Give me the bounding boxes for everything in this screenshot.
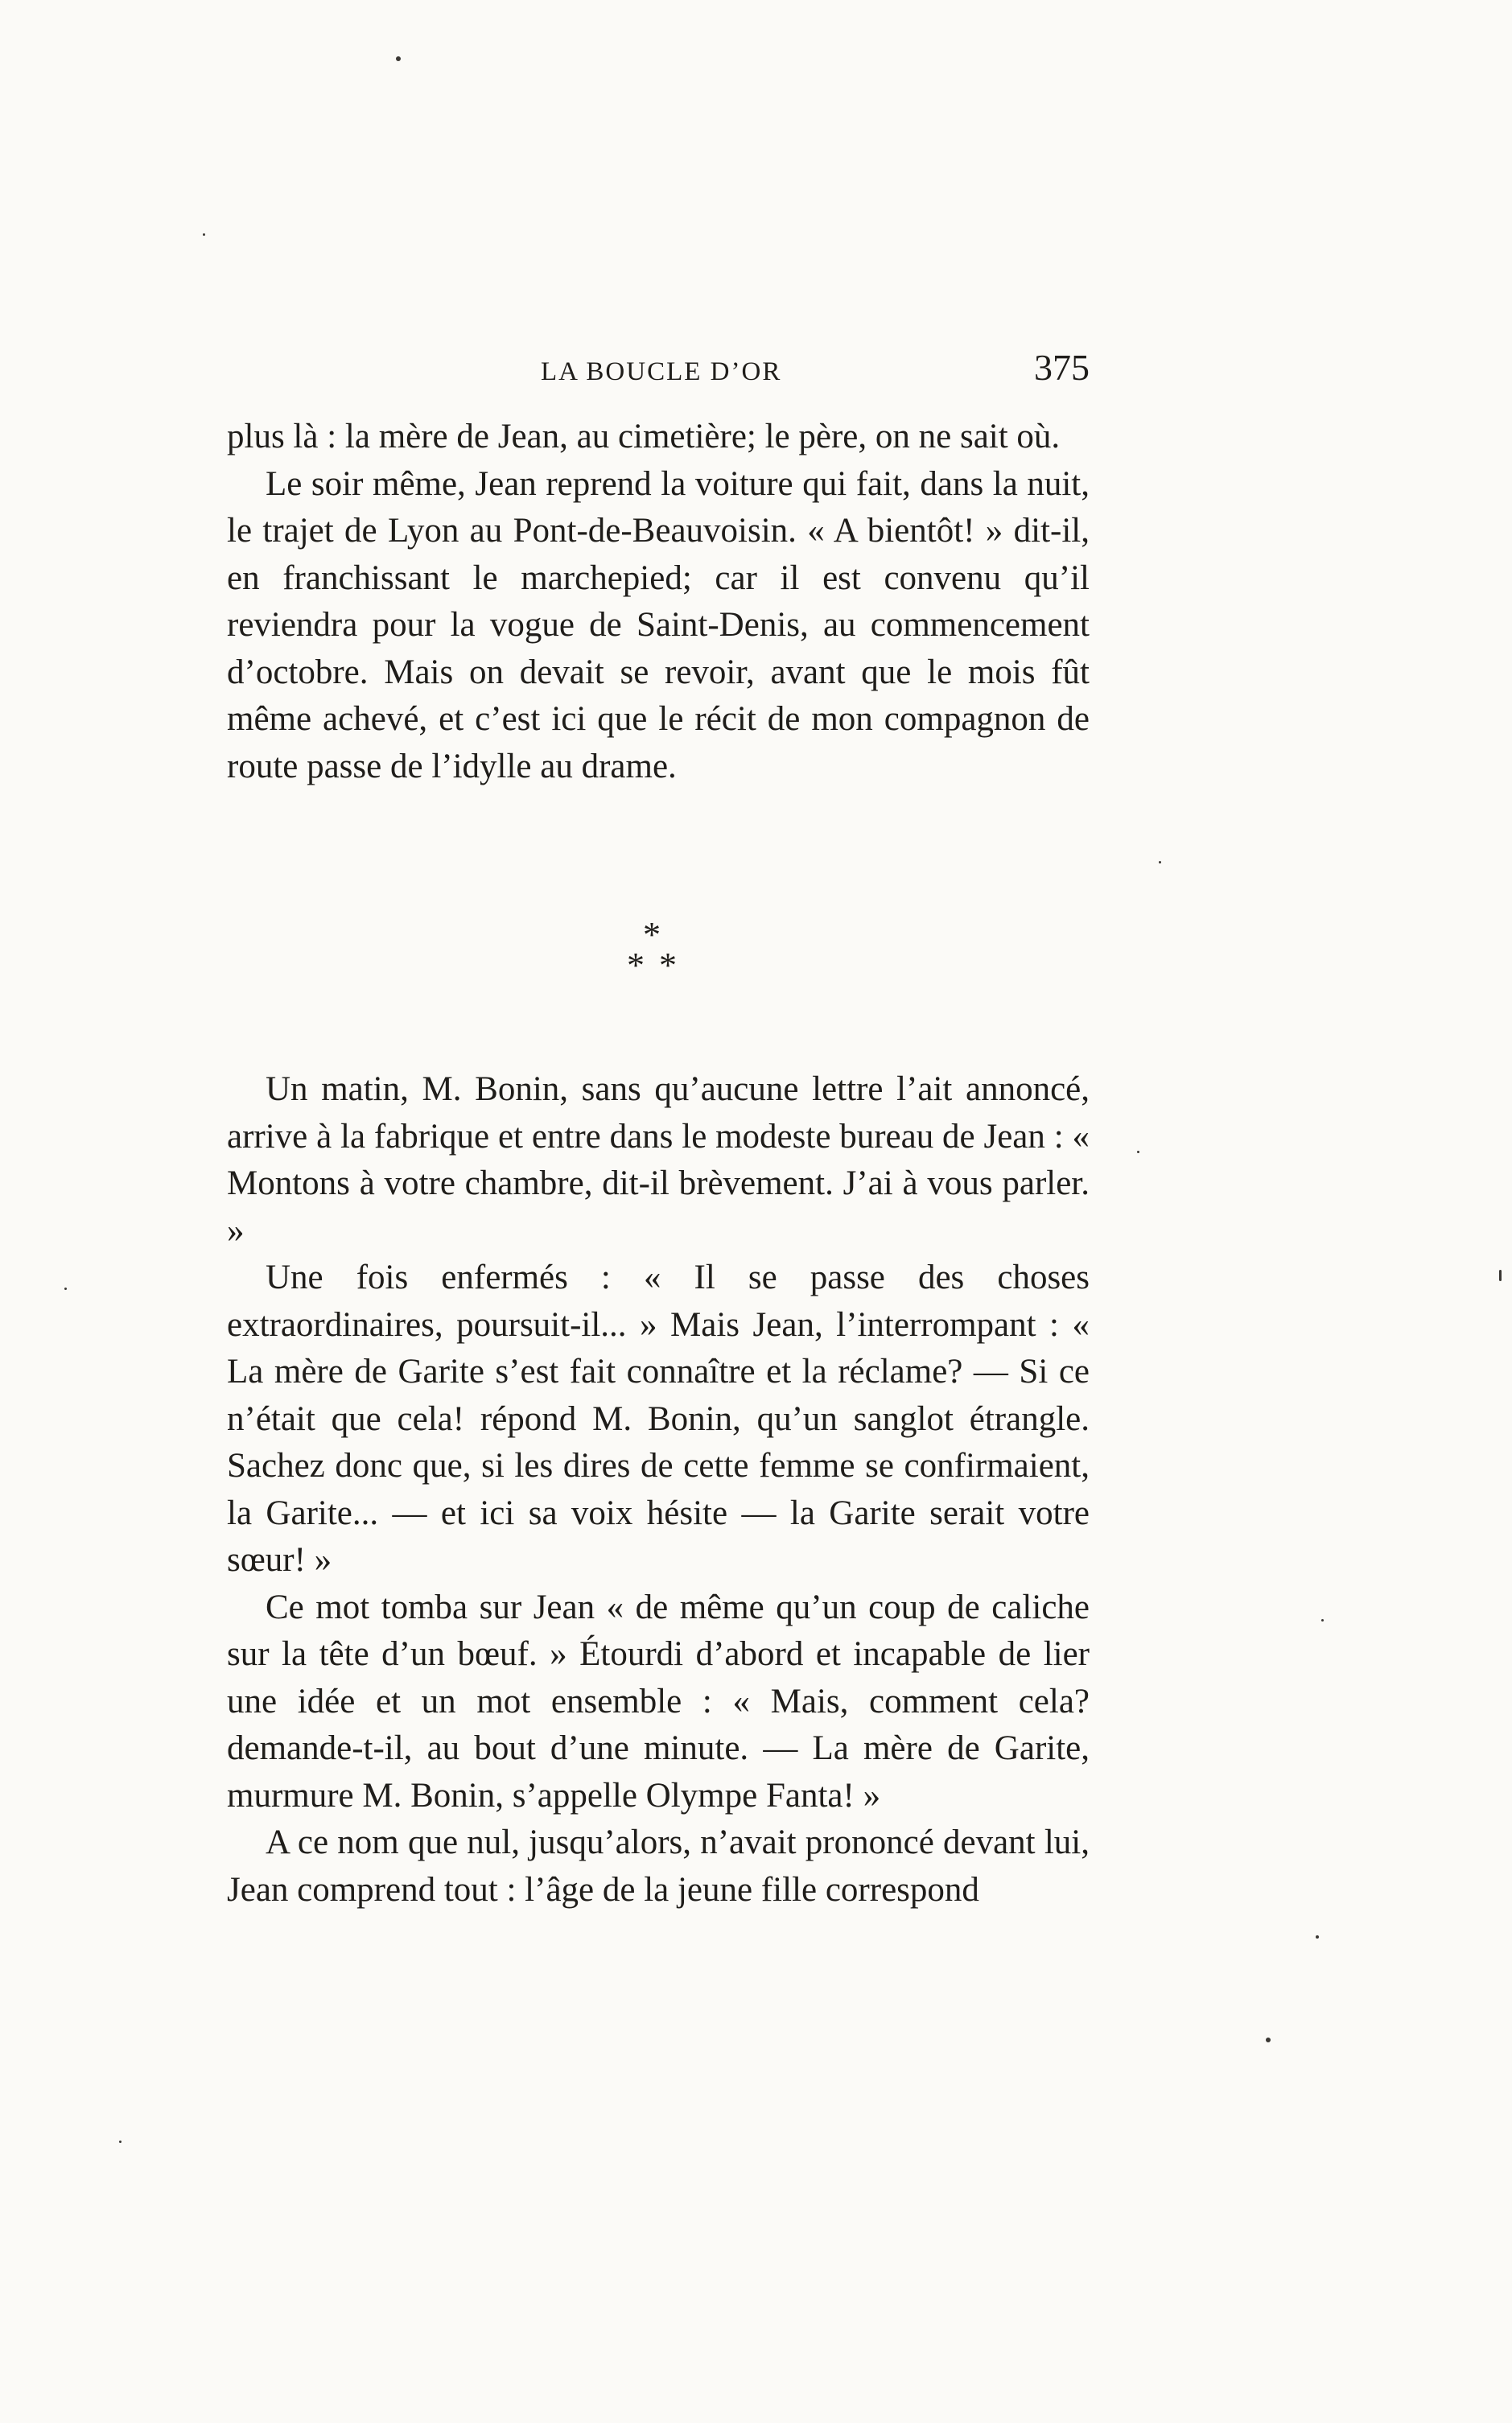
page-number: 375 <box>1034 347 1090 388</box>
paper-speck <box>119 2141 122 2143</box>
running-title: LA BOUCLE D’OR <box>541 357 782 386</box>
paragraph: A ce nom que nul, jusqu’alors, n’avait prononcé devant lui, Jean comprend tout : l’âge de la jeune fille correspond <box>227 1823 1090 1909</box>
paper-speck <box>396 56 401 61</box>
paper-speck <box>1266 2038 1271 2042</box>
paragraph: Une fois enfermés : « Il se passe des choses extraordinaires, poursuit-il... » Mais Jean, l’interrompant : « La mère de Garite s’est fait connaître et la réclame? — Si ce n’était que cela! répond M. Bonin, qu’un sanglot étrangle. Sachez donc que, si les dires de cette femme se confirmaient, la Garite... — et ici sa voix hésite — la Garite serait votre sœur! » <box>227 1259 1090 1579</box>
paper-speck <box>1499 1270 1502 1281</box>
paper-speck <box>1316 1935 1319 1939</box>
paper-speck <box>203 233 205 236</box>
paragraph: Un matin, M. Bonin, sans qu’aucune lettre l’ait annoncé, arrive à la fabrique et entre dans le modeste bureau de Jean : « Montons à votre chambre, dit-il brèvement. J’ai à vous parler. » <box>227 1070 1090 1250</box>
asterism-top: * <box>643 915 661 954</box>
paragraph: Le soir même, Jean reprend la voiture qui fait, dans la nuit, le trajet de Lyon au Pont-de-Beauvoisin. « A bientôt! » dit-il, en franchissant le marchepied; car il est convenu qu’il reviendra pour la vogue de Saint-Denis, au commencement d’octobre. Mais on devait se revoir, avant que le mois fût même achevé, et c’est ici que le récit de mon compagnon de route passe de l’idylle au drame. <box>227 464 1090 785</box>
section-break-asterism <box>612 917 692 990</box>
paper-speck <box>64 1288 67 1290</box>
paragraph: Ce mot tomba sur Jean « de même qu’un coup de caliche sur la tête d’un bœuf. » Étourdi d’abord et incapable de lier une idée et un mot ensemble : « Mais, comment cela? demande-t-il, au bout d’une minute. — La mère de Garite, murmure M. Bonin, s’appelle Olympe Fanta! » <box>227 1588 1090 1815</box>
paragraph: plus là : la mère de Jean, au cimetière; le père, on ne sait où. <box>227 418 1061 455</box>
paper-speck <box>1321 1619 1324 1622</box>
paper-speck <box>1159 861 1161 863</box>
asterism-bottom: ** <box>627 946 691 985</box>
paper-speck <box>1137 1151 1139 1153</box>
text-block-before-break <box>227 414 1090 790</box>
text-block-after-break <box>227 1066 1090 1914</box>
running-head <box>227 346 1090 402</box>
